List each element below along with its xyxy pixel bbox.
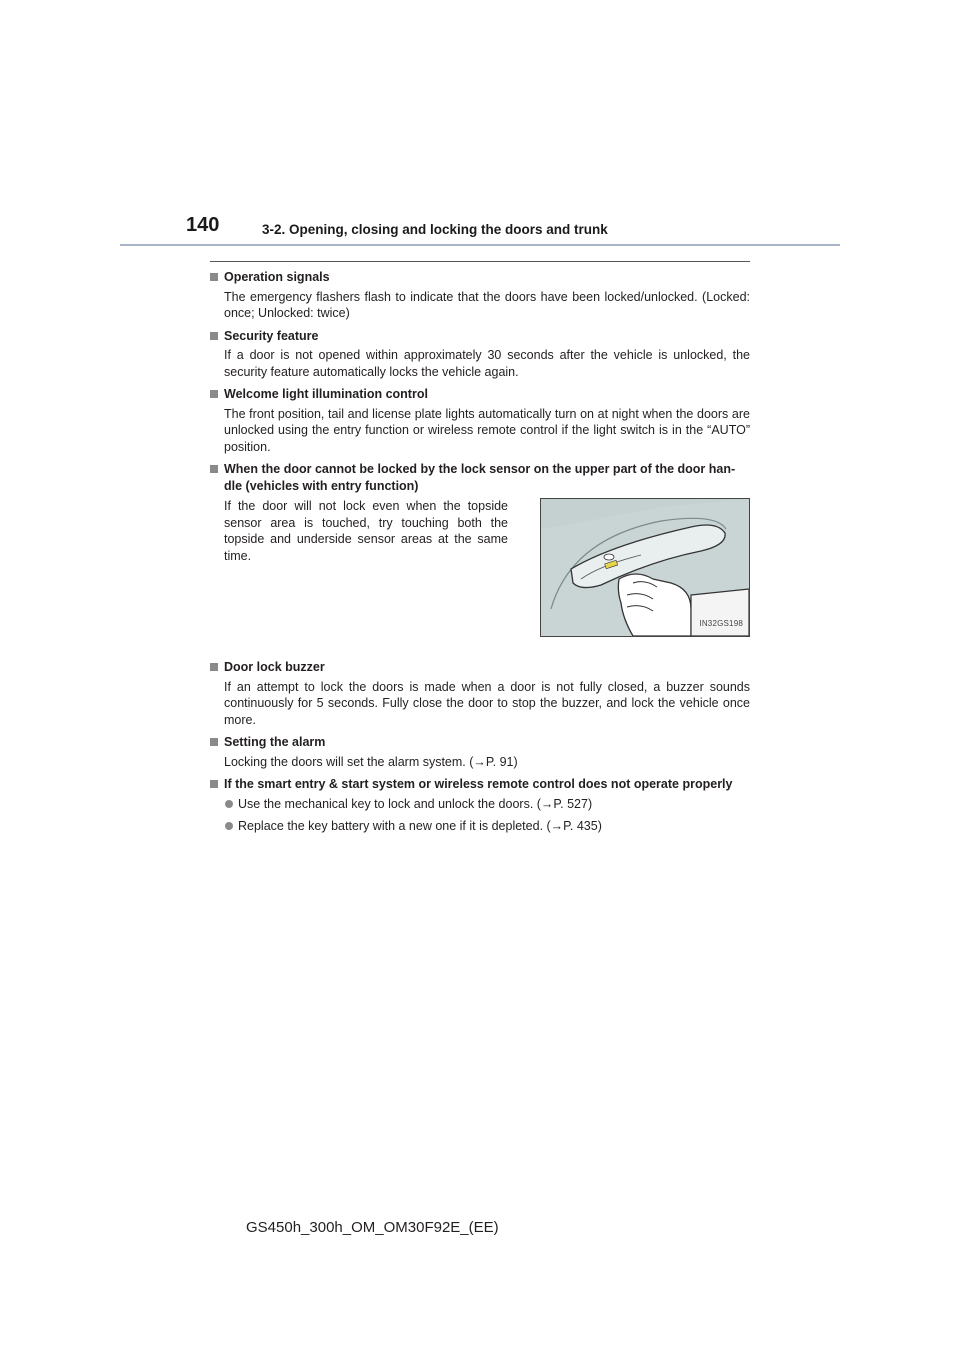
square-bullet-icon (210, 273, 218, 281)
section-heading (210, 461, 750, 494)
text-with-figure (210, 498, 750, 637)
section-body: Locking the doors will set the alarm system. (→P. 91) (224, 754, 518, 769)
round-bullet-icon (225, 822, 233, 830)
list-item-text: Use the mechanical key to lock and unlock the doors. (→P. 527) (238, 796, 593, 811)
section-heading (210, 776, 750, 793)
square-bullet-icon (210, 465, 218, 473)
section-security-feature (210, 328, 750, 381)
section-operation-signals (210, 269, 750, 322)
square-bullet-icon (210, 390, 218, 398)
section-body: If a door is not opened within approximately 30 seconds after the vehicle is unlocked, the security feature automatically locks the vehicle again. (224, 348, 750, 379)
list-item-text: Replace the key battery with a new one if it is depleted. (→P. 435) (238, 819, 602, 833)
section-body: If an attempt to lock the doors is made when a door is not fully closed, a buzzer sounds continuously for 5 seconds. Fully close the door to stop the buzzer, and lock the vehicle once more. (224, 679, 750, 727)
footer-model-code: GS450h_300h_OM_OM30F92E_(EE) (246, 1219, 499, 1236)
square-bullet-icon (210, 738, 218, 746)
section-door-lock-buzzer (210, 659, 750, 728)
heading-text: If the smart entry & start system or wireless remote control does not operate properly (224, 777, 733, 791)
page-number: 140 (186, 214, 220, 236)
section-heading (210, 328, 750, 345)
section-lock-sensor (210, 461, 750, 637)
section-setting-alarm (210, 734, 750, 770)
heading-text: Door lock buzzer (224, 660, 325, 674)
square-bullet-icon (210, 780, 218, 788)
section-heading (210, 269, 750, 286)
section-troubleshooting (210, 776, 750, 835)
section-heading (210, 386, 750, 403)
section-heading (210, 734, 750, 751)
list-item (210, 818, 750, 835)
heading-text: Operation signals (224, 270, 330, 284)
heading-text: Welcome light illumination control (224, 387, 428, 401)
figure-code: IN32GS198 (699, 618, 743, 628)
content-rule (210, 261, 750, 262)
square-bullet-icon (210, 332, 218, 340)
door-handle-illustration (540, 498, 750, 637)
heading-text: Setting the alarm (224, 735, 326, 749)
section-body: If the door will not lock even when the topside sensor area is touched, try touching both the topside and underside sensor areas at the same time. (224, 499, 508, 563)
header-rule (120, 244, 840, 246)
section-title: 3-2. Opening, closing and locking the doors and trunk (262, 222, 608, 237)
section-body: The emergency flashers flash to indicate that the doors have been locked/unlocked. (Locked: once; Unlocked: twice) (224, 289, 750, 320)
square-bullet-icon (210, 663, 218, 671)
heading-text: Security feature (224, 328, 319, 343)
list-item (210, 796, 750, 813)
heading-text: When the door cannot be locked by the lock sensor on the upper part of the door han-dle (vehicles with entry function) (224, 462, 736, 493)
section-body: The front position, tail and license plate lights automatically turn on at night when the doors are unlocked using the entry function or wireless remote control if the light switch is in the “AUTO” position. (224, 406, 750, 454)
page-content (210, 269, 750, 841)
section-welcome-light (210, 386, 750, 455)
section-heading (210, 659, 750, 676)
round-bullet-icon (225, 800, 233, 808)
